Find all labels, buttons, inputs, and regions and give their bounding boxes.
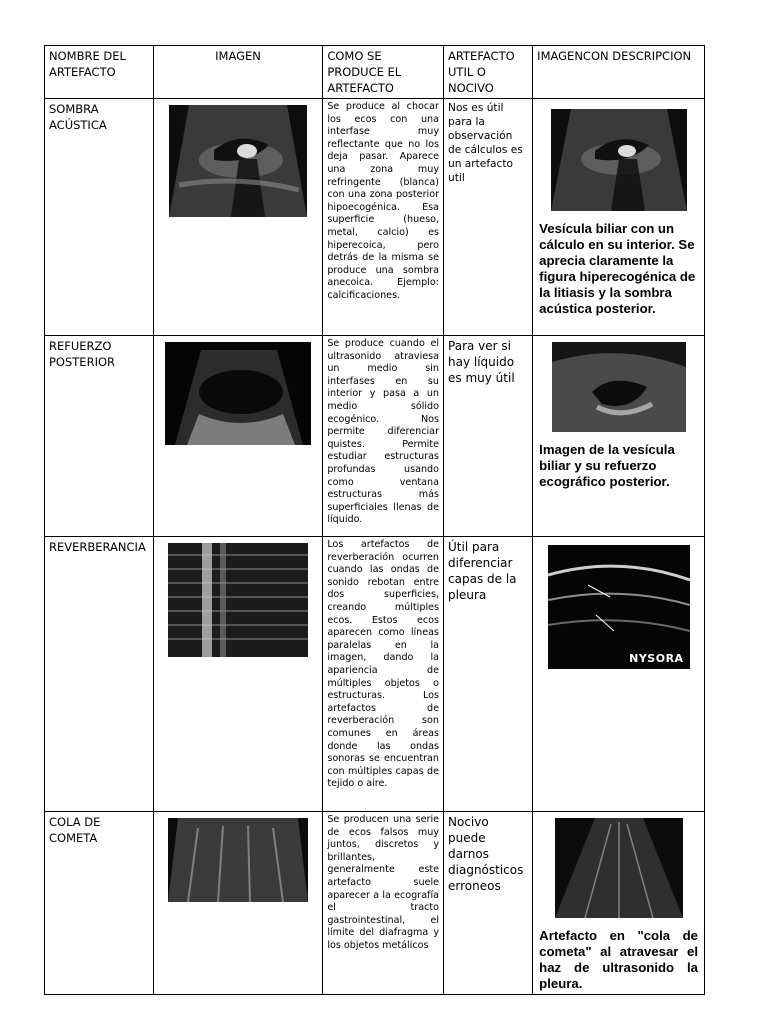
table-row [45, 99, 705, 336]
ultrasound-comet-tail-icon [555, 818, 683, 918]
image-cell [153, 99, 323, 336]
artifact-desc: Vesícula biliar con un cálculo en su interior. Se aprecia claramente la figura hiperecogénica de la litiasis y la sombra acústica posterior. [539, 221, 696, 316]
header-desc: IMAGENCON DESCRIPCION [533, 46, 705, 99]
ultrasound-reverberation-lines-icon [168, 543, 308, 657]
desc-cell [533, 336, 705, 537]
artifact-name: REFUERZO POSTERIOR [45, 336, 154, 537]
desc-cell [533, 99, 705, 336]
desc-cell [533, 537, 705, 812]
table-row [45, 336, 705, 537]
artifact-name: SOMBRA ACÚSTICA [45, 99, 154, 336]
header-image: IMAGEN [153, 46, 323, 99]
artifact-name: COLA DE COMETA [45, 812, 154, 995]
artifacts-table [44, 45, 705, 995]
ultrasound-gallbladder-stone-icon [169, 105, 307, 217]
header-name: NOMBRE DEL ARTEFACTO [45, 46, 154, 99]
artifact-desc: Artefacto en "cola de cometa" al atravesar el haz de ultrasonido la pleura. [539, 928, 698, 991]
header-util: ARTEFACTO UTIL O NOCIVO [444, 46, 533, 99]
image-cell [153, 336, 323, 537]
desc-cell [533, 812, 705, 995]
artifact-how: Se producen una serie de ecos falsos muy juntos, discretos y brillantes, generalmente este artefacto suele aparecer a la ecografía el tracto gastrointestinal, el límite del diafragma y los objetos metálicos [323, 812, 444, 995]
header-how: COMO SE PRODUCE EL ARTEFACTO [323, 46, 444, 99]
artifact-util: Para ver si hay líquido es muy útil [444, 336, 533, 537]
ultrasound-gallbladder-icon [552, 342, 686, 432]
nysora-logo: NYSORA [629, 652, 684, 665]
table-row [45, 537, 705, 812]
artifact-name: REVERBERANCIA [45, 537, 154, 812]
artifact-how: Se produce cuando el ultrasonido atraviesa un medio sin interfases en su interior y pasa a un medio sólido ecogénico. Nos permite diferenciar quistes. Permite estudiar estructuras profundas usando como ventana estructuras más superficiales llenas de líquido. [323, 336, 444, 537]
header-row [45, 46, 705, 99]
table-row [45, 812, 705, 995]
artifact-desc: Imagen de la vesícula biliar y su refuerzo ecográfico posterior. [539, 442, 675, 489]
image-cell [153, 812, 323, 995]
artifact-how: Los artefactos de reverberación ocurren cuando las ondas de sonido rebotan entre dos superficies, creando múltiples ecos. Estos ecos aparecen como líneas paralelas en la imagen, dando la apariencia de múltiples objetos o estructuras. Los artefactos de reverberación son comunes en áreas donde las ondas sonoras se encuentran con múltiples capas de tejido o aire. [323, 537, 444, 812]
ultrasound-comet-tail-icon [168, 818, 308, 902]
image-cell [153, 537, 323, 812]
ultrasound-cyst-icon [165, 342, 311, 445]
artifact-util: Nos es útil para la observación de cálculos es un artefacto util [444, 99, 533, 336]
ultrasound-pleura-nysora-icon [548, 545, 690, 669]
ultrasound-gallbladder-stone-icon [551, 109, 687, 211]
artifact-util: Útil para diferenciar capas de la pleura [444, 537, 533, 812]
artifact-how: Se produce al chocar los ecos con una interfase muy reflectante que no los deja pasar. Aparece una zona muy refringente (blanca) con una zona posterior hipoecogénica. Esa superficie (hueso, metal, calcio) es hiperecoica, pero detrás de la misma se produce una sombra anecoica. Ejemplo: calcificaciones. [323, 99, 444, 336]
artifact-util: Nocivo puede darnos diagnósticos erroneos [444, 812, 533, 995]
